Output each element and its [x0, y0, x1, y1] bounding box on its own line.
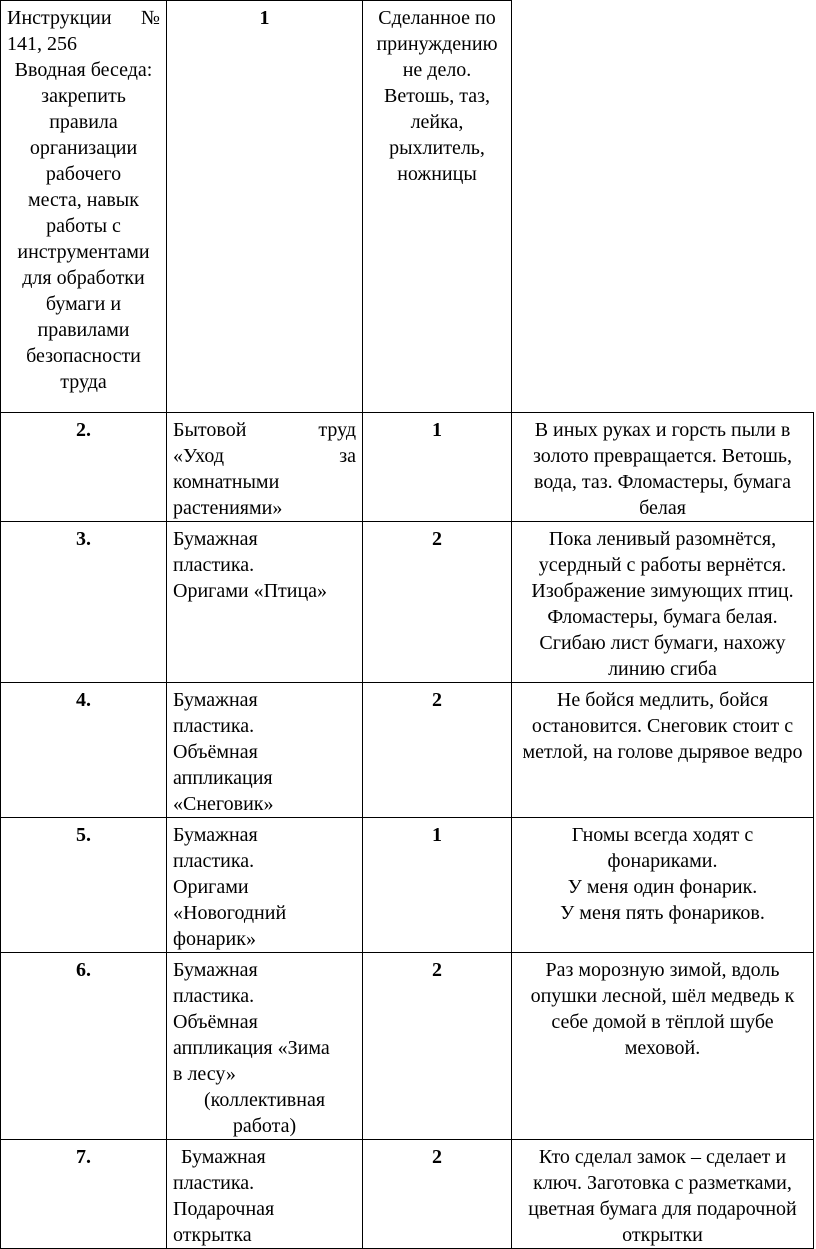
- cell-line: Бытовой труд: [173, 419, 356, 441]
- cell-line: Инструкции №: [7, 7, 160, 29]
- cell-hours: 1: [363, 818, 512, 953]
- cell-line: труда: [60, 371, 107, 393]
- cell-topic: [167, 818, 363, 953]
- cell-number: 5.: [1, 818, 167, 953]
- cell-line: места, навык: [28, 189, 139, 211]
- cell-line: инструментами: [17, 241, 150, 263]
- table-row: [1, 818, 814, 953]
- cell-hours: 1: [363, 413, 512, 522]
- cell-line: бумаги и: [45, 293, 122, 315]
- cell-line: Бумажная: [173, 689, 258, 711]
- cell-equipment: Не бойся медлить, бойся остановится. Снеговик стоит с метлой, на голове дырявое ведро: [512, 683, 814, 818]
- cell-line: Вводная беседа:: [14, 59, 153, 81]
- cell-line: пластика.: [173, 985, 255, 1007]
- cell-line: пластика.: [173, 850, 255, 872]
- cell-line: закрепить: [41, 85, 126, 107]
- cell-topic: [167, 953, 363, 1140]
- cell-line: У меня пять фонариков.: [560, 902, 765, 924]
- cell-number: 4.: [1, 683, 167, 818]
- cell-line: растениями»: [173, 497, 283, 519]
- cell-line: Подарочная: [173, 1198, 275, 1220]
- cell-topic: [167, 413, 363, 522]
- cell-line: «Снеговик»: [173, 793, 274, 815]
- table-row: [1, 953, 814, 1140]
- cell-topic: [167, 522, 363, 683]
- cell-line: Объёмная: [173, 741, 258, 763]
- cell-line: Объёмная: [173, 1011, 258, 1033]
- cell-hours: 2: [363, 683, 512, 818]
- cell-number: 2.: [1, 413, 167, 522]
- cell-equipment: Сделанное по принуждению не дело. Ветошь, таз, лейка, рыхлитель, ножницы: [363, 1, 512, 413]
- cell-equipment: [512, 818, 814, 953]
- cell-line: «Уход за: [173, 445, 356, 467]
- cell-line: безопасности: [26, 345, 141, 367]
- cell-empty: [512, 1, 814, 413]
- cell-equipment: Раз морозную зимой, вдоль опушки лесной, шёл медведь к себе домой в тёплой шубе меховой.: [512, 953, 814, 1140]
- cell-line: пластика.: [173, 715, 255, 737]
- cell-line: аппликация «Зима: [173, 1037, 330, 1059]
- cell-line: (коллективная: [203, 1089, 326, 1111]
- cell-topic: [167, 1140, 363, 1249]
- cell-line: в лесу»: [173, 1063, 236, 1085]
- cell-line: открытка: [173, 1224, 252, 1246]
- cell-number: 7.: [1, 1140, 167, 1249]
- cell-hours: 2: [363, 953, 512, 1140]
- cell-hours: 2: [363, 522, 512, 683]
- table-row: [1, 1, 814, 413]
- cell-line: Бумажная: [173, 959, 258, 981]
- cell-equipment: В иных руках и горсть пыли в золото превращается. Ветошь, вода, таз. Фломастеры, бумага белая: [512, 413, 814, 522]
- lesson-description: [7, 57, 160, 395]
- cell-topic: [167, 683, 363, 818]
- cell-line: «Новогодний: [173, 902, 287, 924]
- cell-line: правила: [49, 111, 118, 133]
- cell-hours: 1: [167, 1, 363, 413]
- table-row: [1, 413, 814, 522]
- cell-number: 3.: [1, 522, 167, 683]
- cell-line: Бумажная: [181, 1146, 266, 1168]
- cell-line: У меня один фонарик.: [567, 876, 758, 898]
- cell-equipment: Пока ленивый разомнётся, усердный с работы вернётся. Изображение зимующих птиц. Фломастеры, бумага белая. Сгибаю лист бумаги, нахожу линию сгиба: [512, 522, 814, 683]
- table-row: [1, 683, 814, 818]
- cell-topic: [1, 1, 167, 413]
- cell-line: Гномы всегда ходят с фонариками.: [571, 824, 754, 872]
- cell-line: фонарик»: [173, 928, 256, 950]
- cell-equipment: Кто сделал замок – сделает и ключ. Заготовка с разметками, цветная бумага для подарочной открытки: [512, 1140, 814, 1249]
- cell-line: Бумажная: [173, 528, 258, 550]
- table-row: [1, 1140, 814, 1249]
- cell-line: пластика.: [173, 1172, 255, 1194]
- cell-line: рабочего: [45, 163, 122, 185]
- cell-line: пластика.: [173, 554, 255, 576]
- cell-line: правилами: [37, 319, 130, 341]
- cell-line: для обработки: [22, 267, 145, 289]
- cell-line: Бумажная: [173, 824, 258, 846]
- cell-line: Оригами: [173, 876, 249, 898]
- cell-line: организации: [29, 137, 138, 159]
- cell-number: 6.: [1, 953, 167, 1140]
- cell-line: комнатными: [173, 471, 280, 493]
- cell-line: аппликация: [173, 767, 273, 789]
- table-row: [1, 522, 814, 683]
- cell-hours: 2: [363, 1140, 512, 1249]
- cell-line: 141, 256: [7, 33, 77, 55]
- cell-line: работа): [232, 1115, 297, 1137]
- cell-line: работы с: [46, 215, 121, 237]
- cell-line: Оригами «Птица»: [173, 580, 328, 602]
